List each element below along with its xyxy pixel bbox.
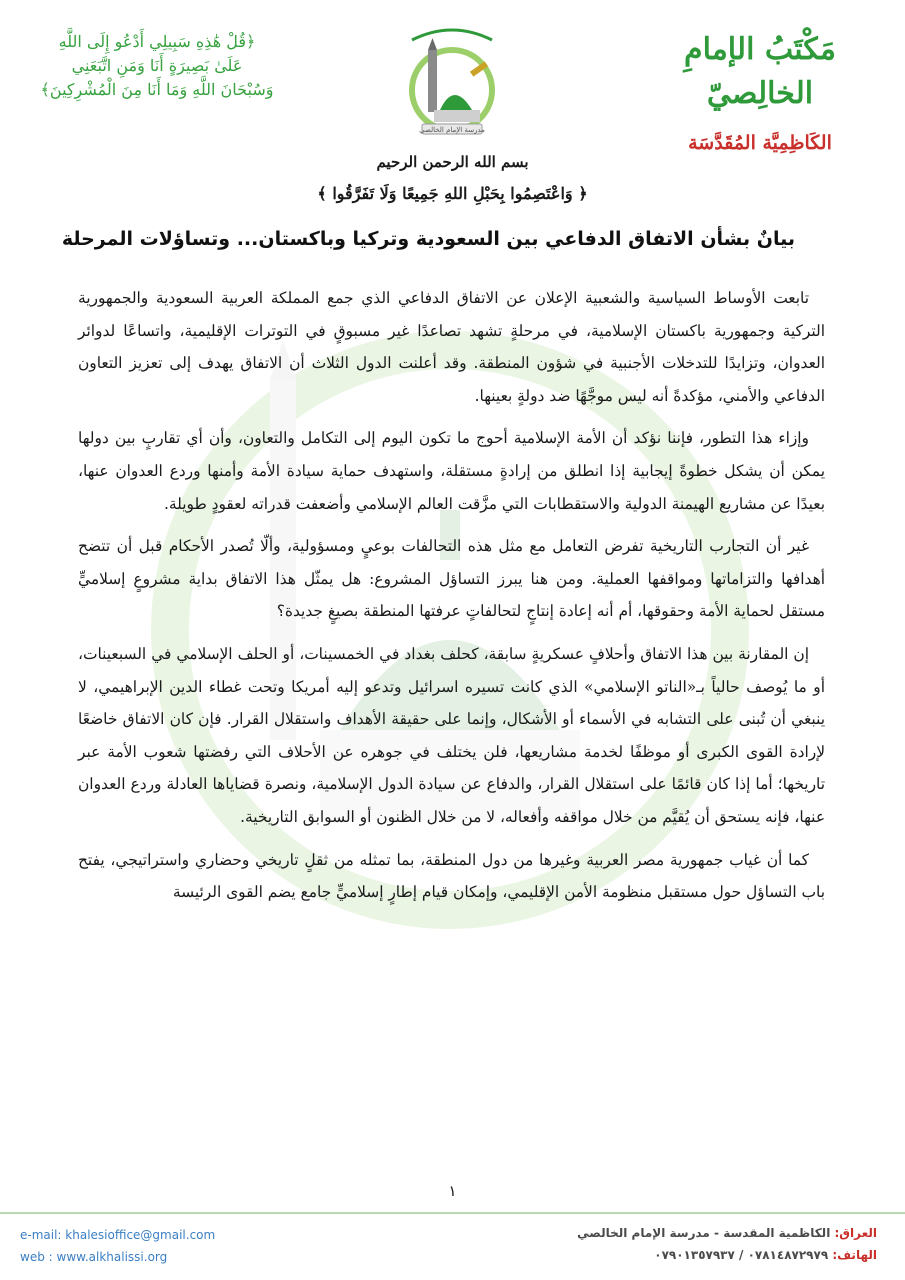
email-label: e-mail:	[20, 1228, 62, 1242]
paragraph: وإزاء هذا التطور، فإننا نؤكد أن الأمة الإسلامية أحوج ما تكون اليوم إلى التكامل والتعاون، وأن أي تقاربٍ بين دولها يمكن أن يشكل خطوةً إيجابية إذا انطلق من إرادةٍ مستقلة، واستهدف حماية سيادة الأمة وأمنها وردع العدوان عنها، بعيدًا عن مشاريع الهيمنة الدولية والاستقطابات التي مزَّقت العالم الإسلامي وأضعفت قدراته لعقودٍ طويلة.	[78, 429, 825, 513]
verse-line: ﴿قُلْ هَٰذِهِ سَبِيلِي أَدْعُو إِلَى اللَّهِ	[58, 32, 256, 51]
office-identity	[645, 28, 875, 156]
statement-body	[78, 282, 825, 919]
paragraph: إن المقارنة بين هذا الاتفاق وأحلافٍ عسكريةٍ سابقة، كحلف بغداد في الخمسينات، أو الحلف الإسلامي في السبعينات، أو ما يُوصف حالياً بـ«الناتو الإسلامي» الذي كانت تسيره اسرائيل وتدعو إليه أمريكا وتحت غطاء الدين الإبراهيمي، لا ينبغي أن تُبنى على التشابه في الأسماء أو الأشكال، وإنما على حقيقة الأهداف واستقلال القرار. فإن كان الاتفاق خاضعًا لإرادة القوى الكبرى أو موظفًا لخدمة مشاريعها، فلن يختلف في جوهره عن الأحلاف التي رفضتها شعوب الأمة عبر تاريخها؛ أما إذا كان قائمًا على استقلال القرار، والدفاع عن سيادة الدول الإسلامية، ونصرة قضاياها العادلة وردع العدوان عنها، فإنه يستحق أن يُقيَّم من خلال مواقفه وأفعاله، لا من خلال الظنون أو السوابق التاريخية.	[78, 644, 825, 826]
phone-label: الهاتف:	[832, 1248, 877, 1262]
paragraph: كما أن غياب جمهورية مصر العربية وغيرها من دول المنطقة، بما تمثله من ثقلٍ تاريخي وحضاري واستراتيجي، يفتح باب التساؤل حول مستقبل منظومة الأمن الإقليمي، وإمكان قيام إطارٍ إسلاميٍّ جامع يضم القوى الرئيسة	[78, 850, 825, 902]
email-link[interactable]: khalesioffice@gmail.com	[65, 1228, 216, 1242]
paragraph: غير أن التجارب التاريخية تفرض التعامل مع مثل هذه التحالفات بوعيٍ ومسؤولية، وألّا تُصدر الأحكام قبل أن تتضح أهدافها والتزاماتها ومواقفها العملية. ومن هنا يبرز التساؤل المشروع: هل يمثّل هذا الاتفاق بداية مشروعٍ إسلاميٍّ مستقل لحماية الأمة وحقوقها، أم أنه إعادة إنتاجٍ لتحالفاتٍ عرفتها المنطقة بصيغٍ جديدة؟	[78, 537, 825, 621]
quran-verse: ﴿ وَاعْتَصِمُوا بِحَبْلِ اللهِ جَمِيعًا وَلَا تَفَرَّقُوا ﴾	[317, 184, 588, 203]
web-label: web :	[20, 1250, 53, 1264]
page-number: ١	[448, 1182, 457, 1200]
header-verse	[26, 30, 288, 102]
school-logo	[382, 12, 522, 142]
office-name: مَكْتَبُ الإمامِ الخالِصيّ	[684, 32, 836, 111]
logo-caption: مدرسة الإمام الخالصي	[419, 126, 485, 134]
letterhead	[0, 0, 905, 154]
address-text: الكاظمية المقدسة - مدرسة الإمام الخالصي	[577, 1226, 831, 1240]
footer-divider	[0, 1212, 905, 1214]
footer-contacts	[20, 1224, 215, 1268]
paragraph: تابعت الأوساط السياسية والشعبية الإعلان عن الاتفاق الدفاعي الذي جمع المملكة العربية السعودية والجمهورية التركية وجمهورية باكستان الإسلامية، في مرحلةٍ تشهد تصاعدًا غير مسبوقٍ في التوترات الإقليمية، واتساعًا لدوائر العدوان، وتزايدًا للتدخلات الأجنبية في شؤون المنطقة. وقد أعلنت الدول الثلاث أن الاتفاق يهدف إلى تعزيز التعاون الدفاعي والأمني، مؤكدةً أنه ليس موجَّهًا ضد دولةٍ بعينها.	[78, 289, 825, 405]
footer-address	[577, 1222, 877, 1266]
phone-numbers: ٠٧٨١٤٨٧٢٩٧٩ / ٠٧٩٠١٣٥٧٩٣٧	[654, 1248, 829, 1262]
office-city: الكَاظِمِيَّة المُقَدَّسَة	[688, 132, 832, 154]
verse-line: وَسُبْحَانَ اللَّهِ وَمَا أَنَا مِنَ الْمُشْرِكِينَ﴾	[40, 80, 274, 99]
address-label: العراق:	[834, 1226, 877, 1240]
footer	[0, 1210, 905, 1280]
basmala: بسم الله الرحمن الرحيم	[376, 153, 529, 171]
mosque-logo-icon	[382, 12, 522, 142]
website-link[interactable]: www.alkhalissi.org	[56, 1250, 168, 1264]
statement-title: بيانٌ بشأن الاتفاق الدفاعي بين السعودية وتركيا وباكستان... وتساؤلات المرحلة	[61, 228, 795, 250]
verse-line: عَلَىٰ بَصِيرَةٍ أَنَا وَمَنِ اتَّبَعَنِي	[71, 56, 243, 75]
